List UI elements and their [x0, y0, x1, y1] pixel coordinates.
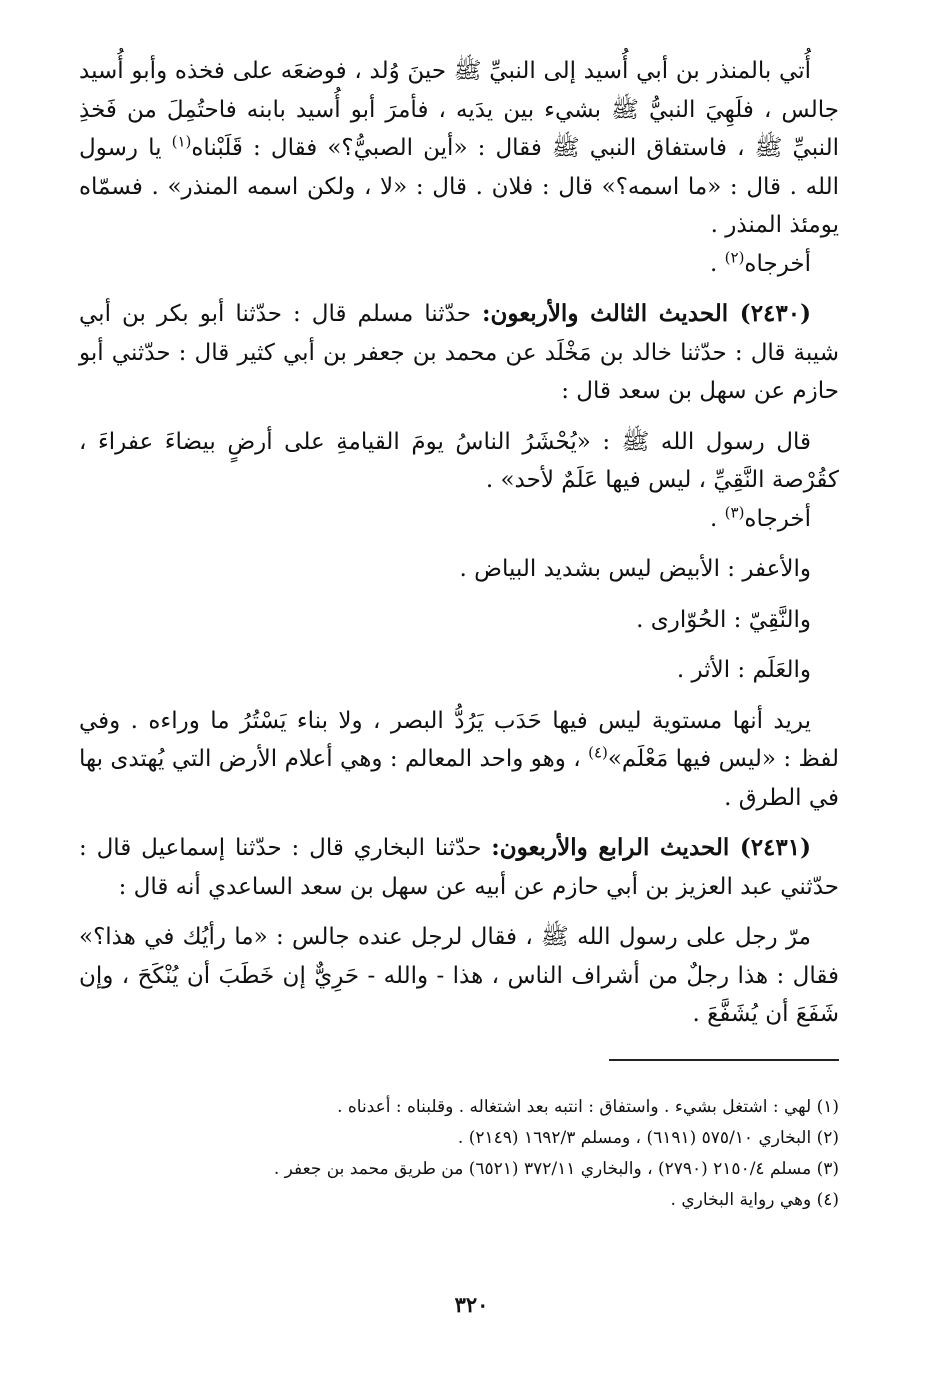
hadith-2430-heading: (٢٤٣٠) الحديث الثالث والأربعون:	[481, 300, 811, 327]
footnote-divider	[609, 1059, 839, 1061]
footnote-ref-2: (٢)	[724, 247, 745, 266]
paragraph-birth-of-mundhir: أُتي بالمنذر بن أبي أُسيد إلى النبيِّ ﷺ حينَ وُلد ، فوضعَه على فخذه وأبو أُسيد جالس ، فلَهِيَ النبيُّ ﷺ بشيء بين يدَيه ، فأمرَ أبو أُسيد بابنه فاحتُمِلَ من فَخذِ النبيِّ ﷺ ، فاستفاق النبي ﷺ فقال : «أين الصبيُّ؟» فقال : قَلَبْناه$^{(١)}$ يا رسول الله . قال : «ما اسمه؟» قال : فلان . قال : «لا ، ولكن اسمه المنذر» . فسمّاه يومئذ المنذر .	[79, 58, 840, 238]
hadith-2431-matn: مرّ رجل على رسول الله ﷺ ، فقال لرجل عنده جالس : «ما رأيُك في هذا؟» فقال : هذا رجلٌ من أشراف الناس ، هذا - والله - حَرِيٌّ إن خَطَبَ أن يُنْكَحَ ، وإن شَفَعَ أن يُشَفَّعَ .	[79, 924, 839, 1027]
footnote-1: (١) لهي : اشتغل بشيء . واستفاق : انتبه بعد اشتغاله . وقلبناه : أعدناه .	[337, 1097, 839, 1117]
page-number: ٣٢٠	[454, 1292, 489, 1317]
gloss-naqi: والنَّقِيّ : الحُوّارى .	[636, 606, 811, 633]
main-text	[79, 52, 839, 1034]
footnote-4: (٤) وهي رواية البخاري .	[670, 1190, 839, 1210]
gloss-alam: والعَلَم : الأثر .	[676, 657, 811, 683]
footnotes	[79, 1092, 839, 1216]
hadith-2430-isnad: (٢٤٣٠) الحديث الثالث والأربعون: حدّثنا مسلم قال : حدّثنا أبو بكر بن أبي شيبة قال : حدّثنا خالد بن مَخْلَد عن محمد بن جعفر بن أبي كثير قال : حدّثني أبو حازم عن سهل بن سعد قال :	[79, 300, 839, 404]
paragraph-takhrij-1: أخرجاه$^{(٢)}$ .	[710, 247, 811, 277]
paragraph-explanation: يريد أنها مستوية ليس فيها حَدَب يَرُدُّ البصر ، ولا بناء يَسْتُرُ ما وراءه . وفي لفظ : «ليس فيها مَعْلَم»$^{(٤)}$ ، وهو واحد المعالم : وهي أعلام الأرض التي يُهتدى بها في الطرق .	[79, 707, 839, 811]
hadith-2431-isnad: (٢٤٣١) الحديث الرابع والأربعون: حدّثنا البخاري قال : حدّثنا إسماعيل قال : حدّثني عبد العزيز بن أبي حازم عن أبيه عن سهل بن سعد الساعدي أنه قال :	[79, 834, 839, 900]
footnote-ref-3: (٣)	[724, 502, 745, 521]
hadith-2431-heading: (٢٤٣١) الحديث الرابع والأربعون:	[491, 834, 812, 861]
footnote-ref-1: (١)	[171, 132, 192, 151]
footnote-2: (٢) البخاري ٥٧٥/١٠ (٦١٩١) ، ومسلم ١٦٩٢/٣ (٢١٤٩) .	[457, 1128, 839, 1148]
gloss-a3far: والأعفر : الأبيض ليس بشديد البياض .	[459, 556, 811, 582]
footnote-3: (٣) مسلم ٢١٥٠/٤ (٢٧٩٠) ، والبخاري ٣٧٢/١١ (٦٥٢١) من طريق محمد بن جعفر .	[273, 1159, 839, 1179]
paragraph-takhrij-2: أخرجاه$^{(٣)}$ .	[710, 502, 811, 532]
hadith-2430-matn: قال رسول الله ﷺ : «يُحْشَرُ الناسُ يومَ القيامةِ على أرضٍ بيضاءَ عفراءَ ، كقُرْصة النَّقِيِّ ، ليس فيها عَلَمٌ لأحد» .	[79, 428, 839, 493]
footnote-ref-4: (٤)	[588, 743, 608, 762]
